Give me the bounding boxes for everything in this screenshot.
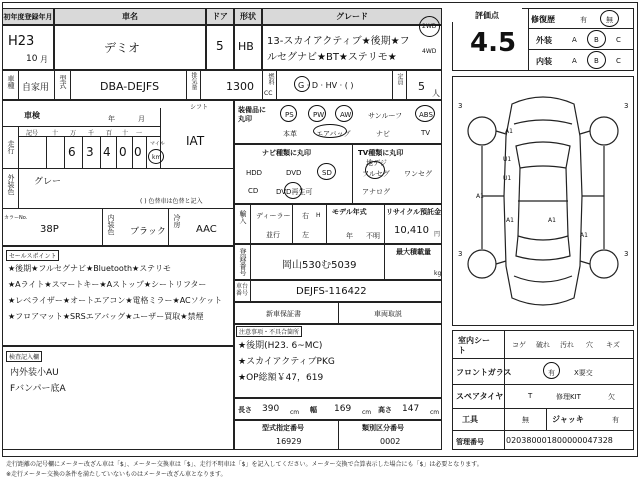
manage-label: 管理番号 [456,438,484,446]
equip-aw: AW [340,111,352,119]
width-value: 169 [334,404,352,414]
unit-10man: 十 [52,130,59,137]
navi-sd: SD [322,169,332,177]
cc-unit: CC [264,90,273,97]
import-dealer: ディーラー [256,212,291,220]
km-circle [148,149,164,164]
mileage-digit-1: 6 [68,145,76,159]
tv-oneseg: ワンセグ [404,170,432,178]
manage-number: 020380001800000047328 [506,436,613,445]
glass-label: フロントガラス [456,368,512,377]
model-type-label: 型式 [59,75,67,89]
repair-yes: 有 [580,16,587,24]
exterior-circle [587,30,606,48]
shaken-year-unit: 年 [108,115,115,123]
notes-label: 注意事項・不具合箇所 [236,326,302,337]
navi-hdd: HDD [246,169,263,177]
diagram-a1-right: A1 [548,217,556,224]
steer-right: 右 [302,212,309,220]
capacity-label: 定員 [396,73,403,85]
footer-line-1: 走行距離の記号欄にメーター改ざん車は「$」、メーター交換車は「$」、走行不明車は「$」を記入してください。メーター交換で合算表示した場合にも「$」は必要となります。 [6,461,483,468]
plate-label: 登録番号 [239,248,247,276]
equip-sunroof: サンルーフ [368,112,403,120]
grade-header: グレード [262,8,442,25]
interior-grade-b: B [594,57,599,65]
diagram-mark-br: 3 [624,250,629,258]
equip-airbag: エアバッグ [316,130,351,138]
length-value: 390 [262,404,280,414]
capacity-unit: 人 [432,89,440,98]
unit-man: 万 [70,130,77,137]
sales-line-4: ★フロアマット★SRSエアバッグ★ユーザー買取★禁煙 [8,312,204,321]
sheet-yabure: 破れ [536,341,550,349]
shape-header: 形状 [234,8,262,25]
steer-left: 左 [302,231,309,239]
model-year-unknown: 不明 [366,232,380,240]
car-name-header: 車名 [54,8,206,25]
reg-year-header: 初年度登録年月 [2,8,54,25]
registration-row [2,70,442,100]
interior-color-value: ブラック [130,227,166,237]
rating-label: 評価点 [452,8,522,22]
chassis-label: 車台番号 [236,283,249,297]
navi-cd: CD [248,187,259,195]
sales-line-2: ★Aライト★スマートキー★Aストップ★シートリフター [8,280,207,289]
inspector-line-1: 内外装小AU [10,368,59,378]
shift-value: IAT [186,134,205,148]
shaken-label: 車検 [24,111,40,120]
spare-t: T [528,392,533,400]
length-label: 長さ [238,406,252,414]
length-unit: cm [290,409,300,416]
steer-h: H [316,212,321,219]
capacity-value: 5 [418,80,425,93]
km-label: km [152,154,162,161]
footer-line-2: ※走行メーター交換の条件を満たしていないものはメーター改ざん車となります。 [6,471,227,478]
navi-sd-circle [317,163,336,180]
tv-chidigi: 地デジ [366,159,387,167]
import-parallel: 並行 [266,231,280,239]
width-label: 幅 [310,406,317,414]
recycle-amount: 10,410 [394,225,429,236]
interior-grade-c: C [616,57,621,65]
navi-title: ナビ種類に丸印 [262,149,311,157]
equip-aw-circle [335,105,353,122]
mile-label: マイル [150,141,165,147]
width-unit: cm [362,409,372,416]
displacement-value: 1300 [226,80,254,93]
jack-label: ジャッキ [552,415,584,424]
mileage-digit-3: 4 [103,145,111,159]
unit-hyaku: 百 [106,130,113,137]
interior-color-label: 内装色 [107,214,115,235]
equip-pw: PW [313,111,325,119]
color-label: 外装色 [7,174,15,195]
equip-leather: 本革 [283,130,297,138]
interior-sheet-label: 室内シート [458,336,490,355]
exterior-grade-c: C [616,36,621,44]
new-car-warranty: 新車保証書 [266,310,301,318]
chassis-number: DEJFS-116422 [296,286,367,297]
sheet-kizu: キズ [606,341,620,349]
color-code: 38P [40,224,59,235]
era-year: H23 [8,34,35,49]
glass-value: 有 [548,369,555,377]
equip-navi: ナビ [376,130,390,138]
diagram-mark-tr: 3 [624,102,629,110]
navi-dvd: DVD [286,169,302,177]
sheet-koge: コゲ [512,341,526,349]
drive-4wd: 4WD [422,48,437,55]
sales-line-1: ★後期★フルセグナビ★Bluetooth★ステリモ [8,264,172,273]
fuel-label: 燃料 [267,73,274,85]
car-diagram [452,76,634,326]
tv-fullseg: フルセグ [362,170,390,178]
diagram-u1-a: U1 [503,156,512,163]
grade-line-1: 13-スカイアクティブ★後期★フ [267,36,410,47]
color-value: グレー [34,177,62,187]
mileage-label: 走行 [7,140,15,154]
sheet-ana: 穴 [586,341,593,349]
equip-abs: ABS [419,111,433,119]
fuel-options: G · D · HV · ( ) [298,81,354,90]
equip-ps-circle [280,105,297,122]
mileage-digit-2: 3 [86,145,94,159]
record-label: 記号 [26,130,39,137]
spare-none: 欠 [608,393,615,401]
repair-none: 無 [606,16,613,24]
plate-number: 岡山530む5039 [282,260,357,271]
height-value: 147 [402,404,420,414]
max-load-label: 最大積載量 [396,248,431,256]
tools-value: 無 [522,416,529,424]
model-year-unit: 年 [346,232,353,240]
type-cert-label: 型式指定番号 [262,424,304,432]
vehicle-manual: 車両取説 [374,310,402,318]
type-cert-value: 16929 [276,437,302,446]
sales-line-3: ★レベライザー★オートエアコン★電格ミラー★ACソケット [8,296,223,305]
plate-type-label: 車種 [7,75,15,89]
jack-value: 有 [612,416,619,424]
diagram-a1-bottom: A1 [580,232,588,239]
interior-circle [587,51,606,69]
interior-grade-a: A [572,57,577,65]
grade-line-2: ルセグナビ★BT★ステリモ★ [267,52,397,63]
tools-label: 工具 [462,415,478,424]
color-code-label: カラーNo. [4,215,28,221]
ac-value: AAC [196,224,217,235]
sheet-yogore: 汚れ [560,341,574,349]
unit-juu: 十 [122,130,129,137]
sales-label: セールスポイント [6,250,59,261]
diagram-u1-b: U1 [503,175,512,182]
diagram-a1-left: A1 [476,193,484,200]
recycle-label: リサイクル預託金 [386,208,442,216]
diagram-a1-top: A1 [505,128,513,135]
import-label: 輸入 [239,210,247,224]
exterior-label: 外装 [536,36,552,45]
model-code: DBA-DEJFS [100,80,160,93]
inspector-line-2: Fバンパー底A [10,384,66,394]
recycle-yen: 円 [434,231,441,238]
displacement-label: 排気量 [190,72,197,90]
height-unit: cm [430,409,440,416]
glass-options: X要交 [574,369,593,377]
diagram-a1-mid: A1 [506,217,514,224]
navi-dvd-play: DVD再生可 [276,188,313,196]
spare-label: スペアタイヤ [456,392,504,401]
class-label: 類別区分番号 [362,424,404,432]
door-count: 5 [216,39,224,53]
max-load-unit: kg [434,270,442,277]
repair-label: 修復歴 [531,15,555,24]
rating-score: 4.5 [470,28,517,58]
navi-dvd-play-circle [284,182,302,199]
usage-value: 自家用 [22,83,50,93]
notes-line-2: ★スカイアクティブPKG [238,357,335,367]
tv-fullseg-circle [365,161,385,179]
car-name: デミオ [104,41,141,55]
glass-circle [543,362,560,379]
tv-analog: アナログ [362,188,390,196]
equip-pw-circle [308,105,326,122]
notes-line-3: ★OP総額￥47，619 [238,373,324,383]
model-year-label: モデル年式 [332,208,367,216]
exterior-grade-b: B [594,36,599,44]
tv-title: TV種類に丸印 [358,149,404,157]
unit-sen: 千 [88,130,95,137]
shaken-month-unit: 月 [138,115,145,123]
height-label: 高さ [378,406,392,414]
reg-month: 10 [26,54,38,64]
shape-value: HB [238,40,254,53]
door-header: ドア [206,8,234,25]
drive-2wd: 2WD [422,23,437,30]
repair-circle [600,10,619,27]
equip-ps: PS [285,111,294,119]
diagram-mark-bl: 3 [458,250,463,258]
exterior-grade-a: A [572,36,577,44]
unit-ichi: 一 [136,130,143,137]
mileage-digit-5: 0 [134,145,142,159]
spare-kit: 修理KIT [556,393,581,401]
diagram-mark-tl: 3 [458,102,463,110]
inspector-label: 検査記入欄 [6,351,42,362]
shift-label: シフト [190,104,209,111]
equip-tv: TV [421,129,431,137]
reg-month-unit: 月 [40,55,48,64]
equip-airbag-circle [313,124,347,138]
fuel-circle [294,76,310,92]
class-value: 0002 [380,437,401,446]
notes-line-1: ★後期(H23. 6~MC) [238,341,323,351]
equip-abs-circle [415,105,435,122]
interior-label: 内装 [536,57,552,66]
color-note: ( ) 色替車は色替と記入 [140,198,203,205]
ac-label: 冷房 [173,214,181,228]
equipment-title: 装備品に丸印 [238,106,266,123]
mileage-digit-4: 0 [119,145,127,159]
